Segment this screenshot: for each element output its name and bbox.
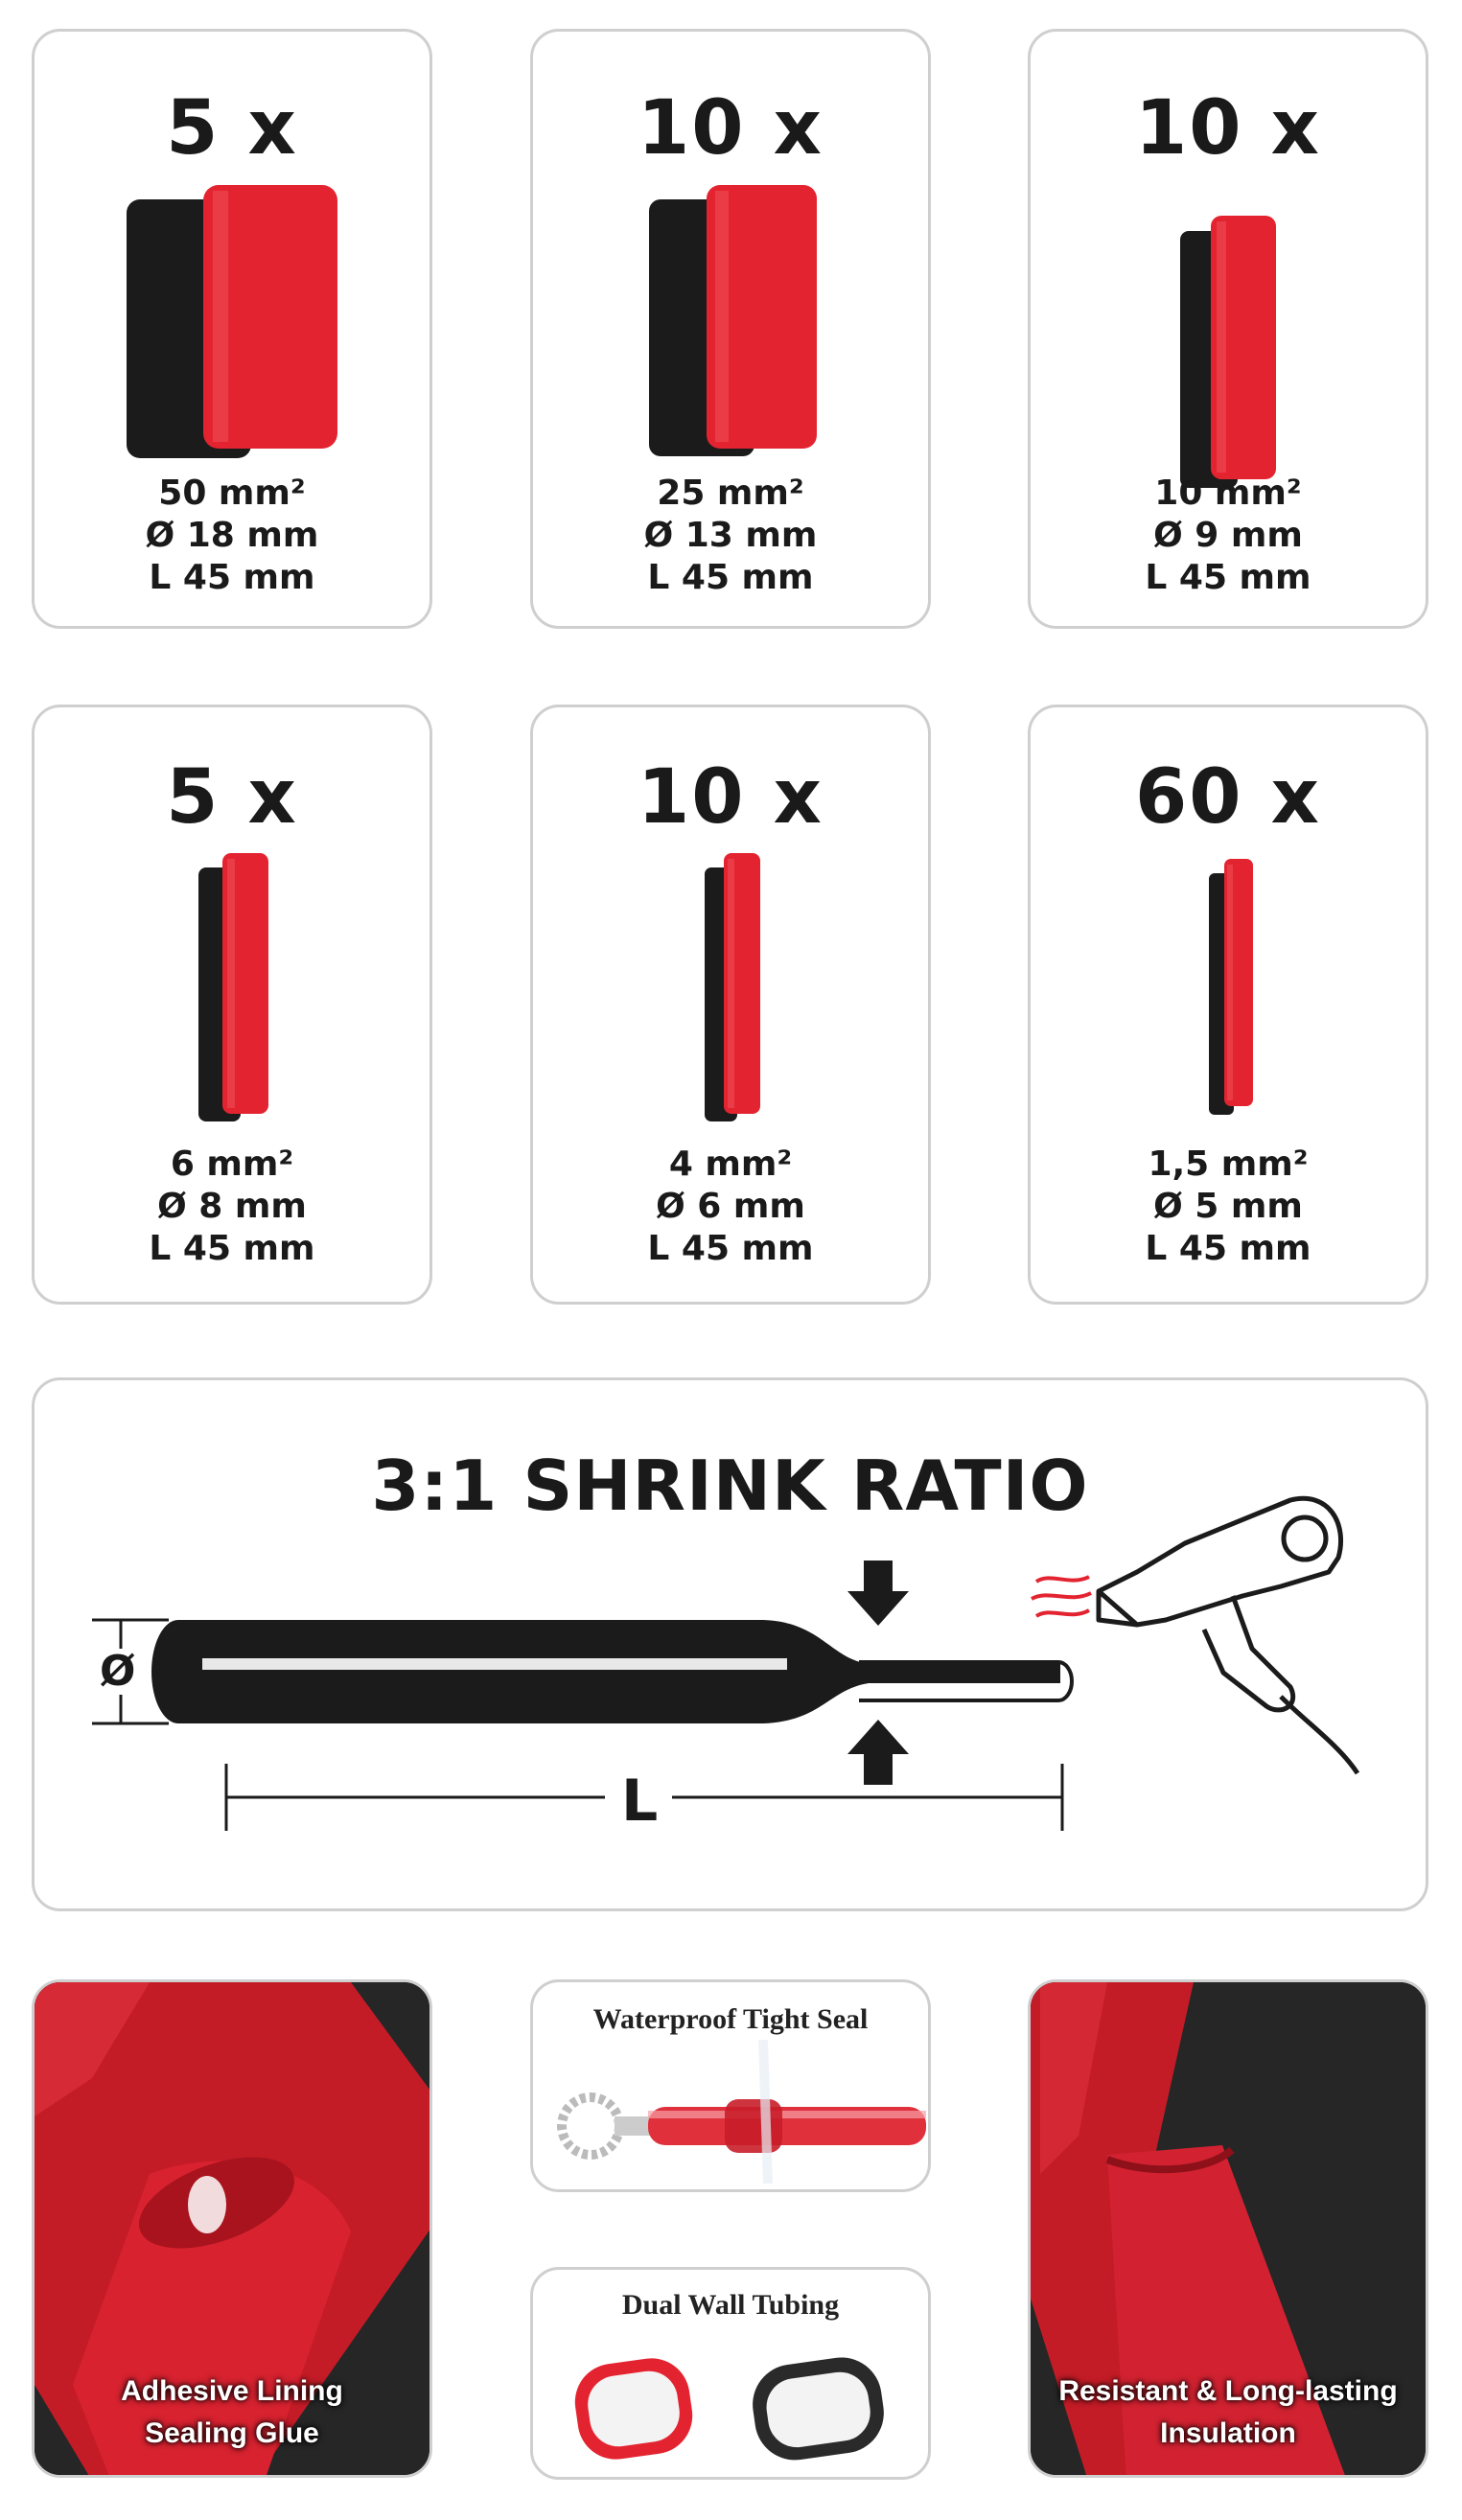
kit-diameter: Ø 13 mm [643, 516, 818, 555]
kit-cross-section: 25 mm² [657, 474, 804, 513]
tube-illustration [1031, 216, 1426, 494]
kit-diameter: Ø 5 mm [1153, 1187, 1303, 1226]
kit-quantity: 5 x [166, 754, 298, 841]
kit-card-5 [530, 705, 931, 1305]
kit-quantity: 10 x [637, 754, 824, 841]
resistant-label-line1: Resistant & Long-lasting [1058, 2375, 1398, 2407]
kit-cross-section: 6 mm² [170, 1144, 294, 1184]
kit-length: L 45 mm [1145, 1229, 1311, 1268]
shrink-ratio-panel [32, 1377, 1428, 1911]
waterproof-seal-title: Waterproof Tight Seal [592, 2003, 869, 2035]
kit-diameter: Ø 8 mm [157, 1187, 307, 1226]
kit-quantity: 10 x [637, 85, 824, 172]
tube-illustration [533, 853, 928, 1126]
kit-cross-section: 1,5 mm² [1148, 1144, 1309, 1184]
resistant-label-line2: Insulation [1160, 2417, 1296, 2449]
kit-length: L 45 mm [149, 558, 315, 597]
tube-illustration [35, 185, 429, 463]
kit-cross-section: 4 mm² [668, 1144, 793, 1184]
dual-wall-title: Dual Wall Tubing [621, 2289, 840, 2321]
length-symbol: L [621, 1768, 659, 1835]
kit-diameter: Ø 18 mm [145, 516, 319, 555]
kit-card-3 [1028, 29, 1428, 629]
shrink-diagram [35, 1380, 1428, 1911]
dual-wall-card [530, 2267, 931, 2480]
adhesive-label-line1: Adhesive Lining [121, 2375, 343, 2407]
dual-wall-illustration [533, 2270, 931, 2480]
tube-illustration [35, 853, 429, 1126]
heat-gun-icon [1099, 1498, 1358, 1773]
diameter-symbol: Ø [100, 1647, 136, 1696]
kit-card-1 [32, 29, 432, 629]
kit-length: L 45 mm [1145, 558, 1311, 597]
kit-quantity: 60 x [1134, 754, 1321, 841]
kit-cross-section: 50 mm² [158, 474, 306, 513]
kit-length: L 45 mm [647, 558, 814, 597]
waterproof-seal-photo [533, 1982, 931, 2192]
kit-cross-section: 10 mm² [1154, 474, 1302, 513]
kit-quantity: 10 x [1134, 85, 1321, 172]
shrink-ratio-title: 3:1 SHRINK RATIO [371, 1445, 1089, 1526]
resistant-insulation-card [1028, 1979, 1428, 2478]
adhesive-label-line2: Sealing Glue [145, 2417, 319, 2449]
adhesive-lining-card [32, 1979, 432, 2478]
kit-quantity: 5 x [166, 85, 298, 172]
kit-card-2 [530, 29, 931, 629]
tube-illustration [533, 185, 928, 463]
heat-waves-icon [1032, 1577, 1091, 1616]
kit-card-4 [32, 705, 432, 1305]
kit-diameter: Ø 6 mm [656, 1187, 805, 1226]
kit-length: L 45 mm [647, 1229, 814, 1268]
kit-card-6 [1028, 705, 1428, 1305]
tube-illustration [1031, 859, 1426, 1118]
waterproof-seal-card [530, 1979, 931, 2192]
kit-diameter: Ø 9 mm [1153, 516, 1303, 555]
kit-length: L 45 mm [149, 1229, 315, 1268]
